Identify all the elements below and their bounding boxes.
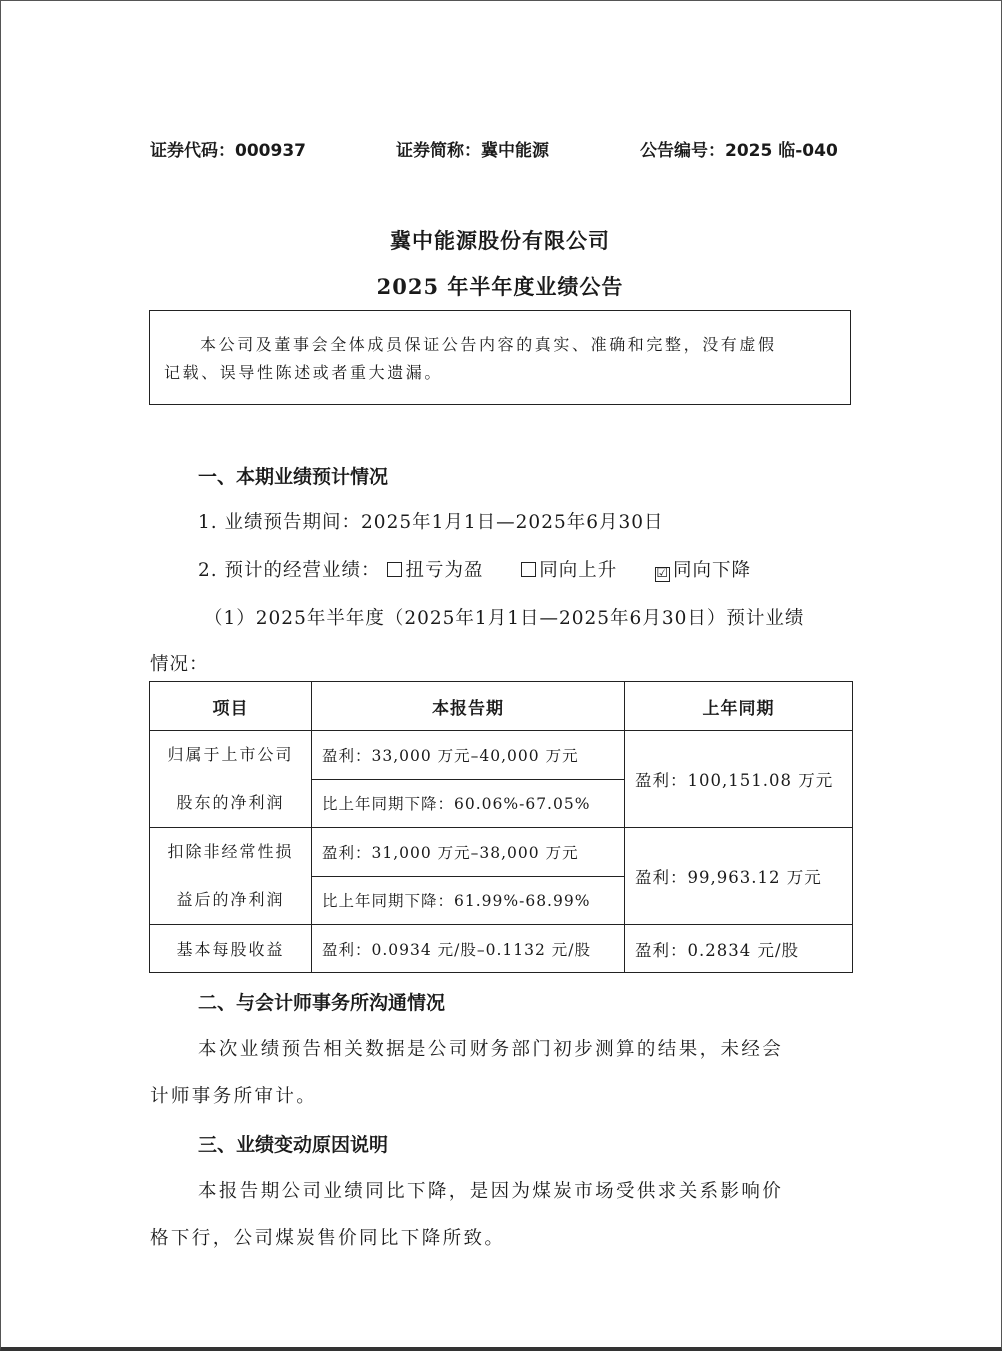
- section-2-heading: 二、与会计师事务所沟通情况: [198, 992, 446, 1014]
- cell-previous-profit: 盈利：100,151.08 万元: [625, 731, 853, 828]
- document-header: [150, 136, 850, 160]
- disclaimer-line-1: 本公司及董事会全体成员保证公告内容的真实、准确和完整，没有虚假: [200, 335, 777, 354]
- table-row: [150, 828, 853, 877]
- disclaimer-line-2: 记载、误导性陈述或者重大遗漏。: [164, 363, 444, 382]
- row-item-net-profit-excl: 扣除非经常性损益后的净利润: [150, 828, 312, 925]
- checkbox-turnaround[interactable]: [387, 562, 402, 577]
- cell-current-change: 比上年同期下降：61.99%-68.99%: [312, 876, 625, 925]
- forecast-type-line: [198, 556, 751, 582]
- company-name: 冀中能源股份有限公司: [390, 228, 610, 253]
- cell-previous-profit: 盈利：99,963.12 万元: [625, 828, 853, 925]
- table-header-previous: 上年同期: [625, 682, 853, 731]
- cell-current-profit: 盈利：31,000 万元–38,000 万元: [312, 828, 625, 877]
- cell-previous-eps: 盈利：0.2834 元/股: [625, 925, 853, 973]
- table-header-item: 项目: [150, 682, 312, 731]
- section-3-line-2: 格下行，公司煤炭售价同比下降所致。: [150, 1228, 506, 1249]
- forecast-subtitle-line-1: （1）2025年半年度（2025年1月1日—2025年6月30日）预计业绩: [204, 608, 805, 629]
- option-increase-label: 同向上升: [539, 560, 618, 581]
- table-header-row: [150, 682, 853, 731]
- checkbox-decrease[interactable]: ☑: [656, 566, 669, 581]
- forecast-subtitle-line-2: 情况：: [150, 654, 209, 675]
- forecast-table: [149, 681, 853, 973]
- section-3-line-1: 本报告期公司业绩同比下降，是因为煤炭市场受供求关系影响价: [198, 1181, 784, 1202]
- announcement-number: 公告编号：2025 临-040: [640, 141, 838, 161]
- row-item-net-profit: 归属于上市公司股东的净利润: [150, 731, 312, 828]
- option-turnaround-label: 扭亏为盈: [405, 560, 484, 581]
- forecast-period: 1. 业绩预告期间：2025年1月1日—2025年6月30日: [198, 512, 664, 533]
- table-row: [150, 731, 853, 780]
- section-2-line-2: 计师事务所审计。: [150, 1086, 318, 1107]
- stock-abbreviation: 证券简称：冀中能源: [396, 141, 549, 161]
- row-item-eps: 基本每股收益: [150, 925, 312, 973]
- section-1-heading: 一、本期业绩预计情况: [198, 466, 389, 488]
- document-title: 2025 年半年度业绩公告: [376, 274, 624, 299]
- option-decrease-label: 同向下降: [673, 560, 752, 581]
- forecast-type-label: 2. 预计的经营业绩：: [198, 560, 381, 581]
- table-row: [150, 925, 853, 973]
- cell-current-profit: 盈利：33,000 万元–40,000 万元: [312, 731, 625, 780]
- cell-current-eps: 盈利：0.0934 元/股–0.1132 元/股: [312, 925, 625, 973]
- section-2-line-1: 本次业绩预告相关数据是公司财务部门初步测算的结果，未经会: [198, 1039, 784, 1060]
- table-header-current: 本报告期: [312, 682, 625, 731]
- checkbox-increase[interactable]: [521, 562, 536, 577]
- section-3-heading: 三、业绩变动原因说明: [198, 1134, 389, 1156]
- stock-code: 证券代码：000937: [150, 141, 306, 161]
- disclaimer-box: [149, 310, 851, 405]
- cell-current-change: 比上年同期下降：60.06%-67.05%: [312, 779, 625, 828]
